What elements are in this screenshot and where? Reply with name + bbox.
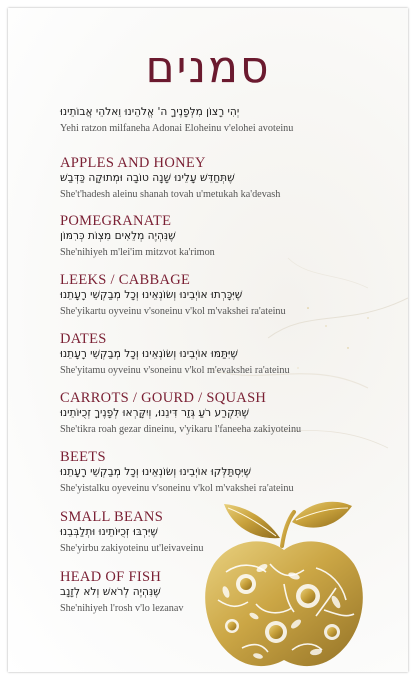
siman-heading: POMEGRANATE — [60, 213, 172, 229]
siman-apples-honey — [60, 155, 355, 202]
siman-heading: BEETS — [60, 449, 106, 465]
siman-hebrew: שֶׁנִּהְיֶה מְלֵאִים מִצְוֹת כְּרִמּוֹן — [60, 230, 176, 242]
siman-transliteration: She'tikra roah gezar dineinu, v'yikaru l'faneeha zakiyoteinu — [60, 424, 302, 435]
siman-hebrew: שֶׁיִּתַּמּוּ אוֹיְבֵינוּ וְשׂוֹנְאֵינוּ וְכָל מְבַקְשֵׁי רָעָתֵנוּ — [60, 348, 238, 360]
siman-hebrew: שֶׁיִּכָּרְתוּ אוֹיְבֵינוּ וְשׂוֹנְאֵינוּ וְכָל מְבַקְשֵׁי רָעָתֵנוּ — [60, 289, 243, 301]
intro-transliteration: Yehi ratzon milfaneha Adonai Eloheinu v'elohei avoteinu — [60, 123, 294, 134]
siman-transliteration: She'yirbu zakiyoteinu ut'leivaveinu — [60, 543, 204, 554]
siman-hebrew: שֶׁיִּסְתַּלְּקוּ אוֹיְבֵינוּ וְשׂוֹנְאֵינוּ וְכָל מְבַקְשֵׁי רָעָתֵנוּ — [60, 466, 252, 478]
siman-transliteration: She't'hadesh aleinu shanah tovah u'metukah ka'devash — [60, 189, 281, 200]
siman-transliteration: She'yikartu oyveinu v'soneinu v'kol m'vakshei ra'ateinu — [60, 306, 286, 317]
siman-heading: LEEKS / CABBAGE — [60, 272, 191, 288]
siman-transliteration: She'nihiyeh m'lei'im mitzvot ka'rimon — [60, 247, 215, 258]
siman-pomegranate — [60, 213, 355, 260]
page-title: סמנים — [145, 42, 271, 93]
siman-beets — [60, 449, 355, 496]
siman-leeks-cabbage — [60, 272, 355, 319]
siman-heading: APPLES AND HONEY — [60, 155, 206, 171]
siman-dates — [60, 331, 355, 378]
siman-hebrew: שֶׁתְּחַדֵּשׁ עָלֵינוּ שָׁנָה טוֹבָה וּמְתוּקָה כַּדְּבַשׁ — [60, 172, 235, 184]
siman-transliteration: She'nihiyeh l'rosh v'lo lezanav — [60, 603, 184, 614]
intro-hebrew: יְהִי רָצוֹן מִלְּפָנֶיךָ ה' אֱלֹהֵינוּ וֵאלֹהֵי אֲבוֹתֵינוּ — [60, 106, 240, 118]
siman-hebrew: שֶׁיִּרְבּוּ זְכֻיּוֹתֵינוּ וּתְלַבְּבֵנוּ — [60, 526, 158, 538]
intro-blessing — [60, 105, 355, 136]
siman-heading: SMALL BEANS — [60, 509, 164, 525]
gold-apple-icon — [196, 492, 372, 672]
siman-heading: CARROTS / GOURD / SQUASH — [60, 390, 267, 406]
siman-carrots-gourd-squash — [60, 390, 355, 437]
siman-transliteration: She'yitamu oyveinu v'soneinu v'kol m'evakshei ra'ateinu — [60, 365, 290, 376]
siman-heading: DATES — [60, 331, 107, 347]
siman-transliteration: She'yistalku oyeveinu v'soneinu v'kol m'vakshei ra'ateinu — [60, 483, 294, 494]
siman-hebrew: שֶׁנִּהְיֶה לְרֹאשׁ וְלֹא לְזָנָב — [60, 586, 161, 598]
siman-hebrew: שֶׁתִּקְרַע רֹעַ גְּזַר דִּינֵנוּ, וְיִקָּרְאוּ לְפָנֶיךָ זְכֻיּוֹתֵינוּ — [60, 407, 250, 419]
siman-heading: HEAD OF FISH — [60, 569, 162, 585]
